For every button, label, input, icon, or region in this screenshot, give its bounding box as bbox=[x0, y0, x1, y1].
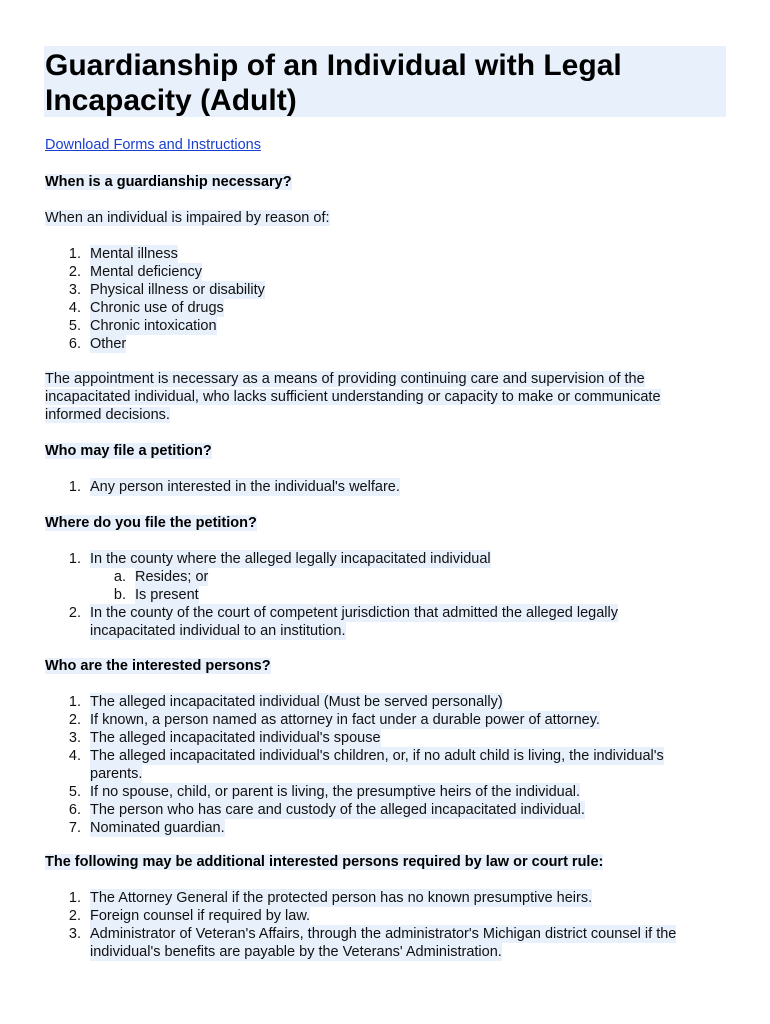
heading-where-file: Where do you file the petition? bbox=[45, 515, 257, 531]
appointment-paragraph: The appointment is necessary as a means of providing continuing care and supervision of the incapacitated individual, who lacks sufficient understanding or capacity to make or communicate informed decisions. bbox=[45, 371, 661, 423]
list-item: 1. The alleged incapacitated individual (Must be served personally) bbox=[68, 694, 503, 710]
download-forms-link[interactable]: Download Forms and Instructions bbox=[45, 137, 261, 153]
list-item: 1. The Attorney General if the protected person has no known presumptive heirs. bbox=[68, 890, 593, 906]
title-line-1: Guardianship of an Individual with Legal bbox=[45, 49, 622, 82]
heading-additional-persons: The following may be additional interested persons required by law or court rule: bbox=[45, 854, 604, 870]
sub-list-item: a. Resides; or bbox=[113, 569, 209, 585]
impairment-list bbox=[45, 245, 725, 353]
heading-when-necessary: When is a guardianship necessary? bbox=[45, 174, 292, 190]
heading-interested-persons: Who are the interested persons? bbox=[45, 658, 271, 674]
list-item: 3. Administrator of Veteran's Affairs, through the administrator's Michigan district counsel if the bbox=[68, 926, 677, 942]
list-item: 3. Physical illness or disability bbox=[68, 282, 265, 298]
list-item: 1. In the county where the alleged legally incapacitated individual bbox=[68, 551, 491, 567]
list-item: 6. The person who has care and custody of the alleged incapacitated individual. bbox=[68, 802, 585, 818]
interested-persons-list bbox=[45, 693, 725, 837]
list-item: 4. Chronic use of drugs bbox=[68, 300, 224, 316]
list-item: 7. Nominated guardian. bbox=[68, 820, 225, 836]
list-item-continuation: parents. bbox=[90, 766, 143, 782]
list-item: 2. Foreign counsel if required by law. bbox=[68, 908, 311, 924]
list-item: 6. Other bbox=[68, 336, 127, 352]
list-item-continuation: incapacitated individual to an institution. bbox=[90, 623, 346, 639]
list-item: 2. In the county of the court of competent jurisdiction that admitted the alleged legally bbox=[68, 605, 618, 621]
filing-location-list bbox=[45, 550, 725, 640]
title-line-2: Incapacity (Adult) bbox=[45, 84, 297, 117]
petitioner-list bbox=[45, 478, 725, 496]
sub-list-item: b. Is present bbox=[113, 587, 199, 603]
list-item: 4. The alleged incapacitated individual's children, or, if no adult child is living, the individual's bbox=[68, 748, 664, 764]
intro-text: When an individual is impaired by reason of: bbox=[45, 210, 330, 226]
list-item-continuation: individual's benefits are payable by the Veterans' Administration. bbox=[90, 944, 502, 960]
list-item: 1. Any person interested in the individual's welfare. bbox=[68, 479, 400, 495]
list-item: 2. If known, a person named as attorney in fact under a durable power of attorney. bbox=[68, 712, 600, 728]
heading-who-may-file: Who may file a petition? bbox=[45, 443, 212, 459]
list-item: 5. If no spouse, child, or parent is living, the presumptive heirs of the individual. bbox=[68, 784, 581, 800]
list-item: 2. Mental deficiency bbox=[68, 264, 203, 280]
additional-persons-list bbox=[45, 889, 725, 961]
page-title bbox=[44, 46, 726, 117]
list-item: 3. The alleged incapacitated individual's spouse bbox=[68, 730, 381, 746]
list-item: 5. Chronic intoxication bbox=[68, 318, 217, 334]
list-item: 1. Mental illness bbox=[68, 246, 178, 262]
